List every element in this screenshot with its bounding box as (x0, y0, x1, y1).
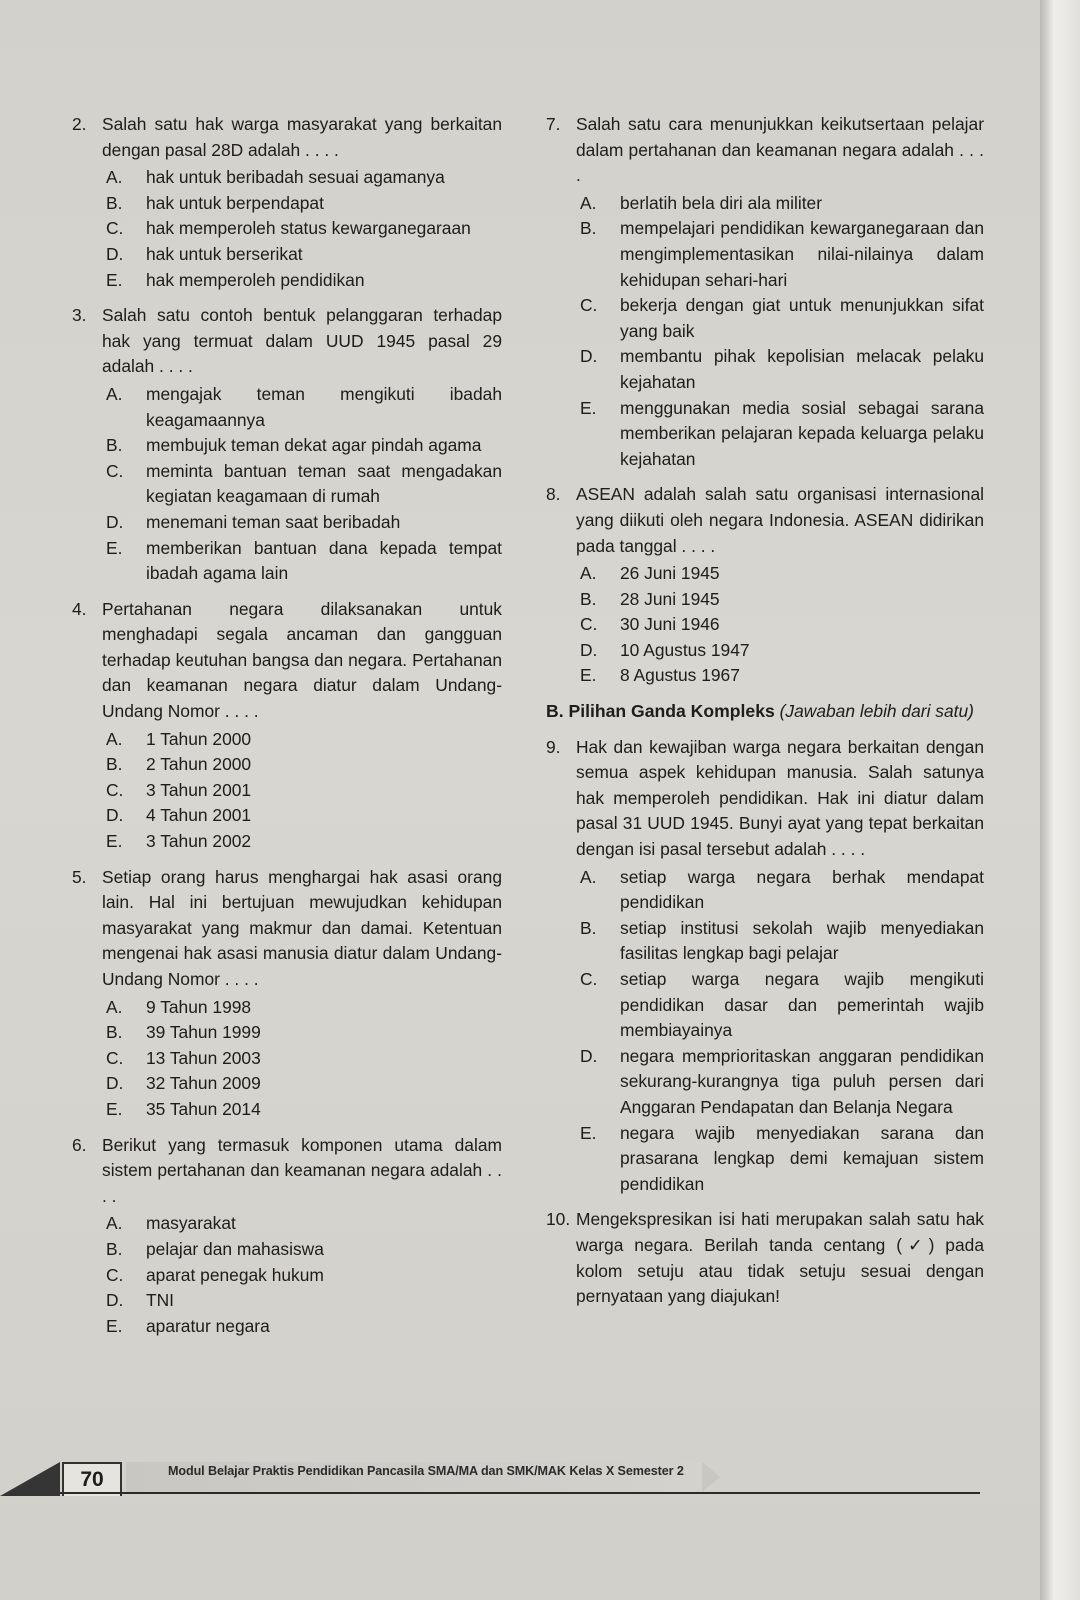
option-label: A. (580, 192, 597, 213)
question-stem: Hak dan kewajiban warga negara berkaitan dengan semua aspek kehidupan manusia. Salah satunya hak memperoleh pendidikan. Hak ini diatur dalam pasal 31 UUD 1945. Bunyi ayat yang tepat berkaitan dengan isi pasal tersebut adalah . . . . (576, 736, 984, 860)
option-text: berlatih bela diri ala militer (620, 192, 823, 213)
option-label: E. (580, 665, 597, 686)
option (102, 778, 502, 804)
option (102, 829, 502, 855)
option-label: E. (106, 1315, 123, 1336)
question-stem: Berikut yang termasuk komponen utama dalam sistem pertahanan dan keamanan negara adalah . . . . (102, 1134, 502, 1206)
option (576, 916, 984, 967)
option-label: D. (106, 511, 124, 532)
option-label: C. (580, 969, 598, 989)
option-label: B. (106, 435, 123, 456)
page-footer (0, 1458, 1000, 1502)
left-column (72, 112, 502, 1349)
question-3 (72, 303, 502, 587)
question-number: 4. (72, 598, 87, 619)
option (576, 1044, 984, 1121)
footer-decoration (0, 1462, 60, 1496)
option-text: setiap institusi sekolah wajib menyediakan fasilitas lengkap bagi pelajar (620, 917, 984, 964)
option-text: masyarakat (146, 1213, 236, 1234)
option-text: 30 Juni 1946 (620, 614, 720, 635)
option-label: B. (580, 218, 597, 239)
option (576, 1121, 984, 1198)
option (102, 995, 502, 1021)
option-text: TNI (146, 1290, 175, 1311)
option-text: aparat penegak hukum (146, 1264, 324, 1285)
option (102, 1263, 502, 1289)
option (102, 727, 502, 753)
question-7 (546, 112, 984, 472)
option-text: 35 Tahun 2014 (146, 1098, 261, 1119)
option-label: A. (106, 383, 123, 404)
option-label: B. (106, 1022, 123, 1043)
option (576, 344, 984, 395)
option (102, 1071, 502, 1097)
right-column (546, 112, 984, 1320)
option (102, 268, 502, 294)
option-text: negara memprioritaskan anggaran pendidikan sekurang-kurangnya tiga puluh persen dari Anggaran Pendapatan dan Belanja Negara (620, 1045, 984, 1117)
question-stem: Salah satu cara menunjukkan keikutsertaan pelajar dalam pertahanan dan keamanan negara adalah . . . . (576, 114, 984, 186)
option-label: E. (580, 1122, 597, 1143)
option (102, 536, 502, 587)
option-label: E. (106, 1098, 123, 1119)
option (576, 612, 984, 638)
option (102, 1020, 502, 1046)
option-text: menggunakan media sosial sebagai sarana memberikan pelajaran kepada keluarga pelaku kejahatan (620, 397, 984, 469)
question-stem: Salah satu contoh bentuk pelanggaran terhadap hak yang termuat dalam UUD 1945 pasal 29 adalah . . . . (102, 305, 502, 377)
option (102, 382, 502, 433)
option (102, 433, 502, 459)
option (102, 1288, 502, 1314)
option-label: D. (106, 805, 124, 826)
option-label: A. (580, 866, 597, 887)
option (576, 293, 984, 344)
question-number: 6. (72, 1134, 87, 1155)
option-text: 4 Tahun 2001 (146, 805, 252, 826)
option-text: 3 Tahun 2001 (146, 779, 252, 800)
option-text: memberikan bantuan dana kepada tempat ibadah agama lain (146, 537, 502, 584)
option (576, 216, 984, 293)
option-text: 9 Tahun 1998 (146, 996, 252, 1017)
option-text: bekerja dengan giat untuk menunjukkan sifat yang baik (620, 295, 984, 341)
option-label: B. (580, 588, 597, 609)
option-text: 32 Tahun 2009 (146, 1073, 261, 1094)
question-stem: Pertahanan negara dilaksanakan untuk menghadapi segala ancaman dan gangguan terhadap keutuhan bangsa dan negara. Pertahanan dan keamanan negara diatur dalam Undang-Undang Nomor . . . . (102, 598, 502, 722)
option-label: D. (580, 1045, 598, 1066)
option-text: setiap warga negara wajib mengikuti pendidikan dasar dan pemerintah wajib membiayainya (620, 969, 984, 1041)
option (102, 1314, 502, 1340)
option-label: E. (580, 397, 597, 418)
option-label: D. (580, 639, 598, 660)
option (102, 752, 502, 778)
option-text: membujuk teman dekat agar pindah agama (146, 435, 482, 456)
option-text: meminta bantuan teman saat mengadakan kegiatan keagamaan di rumah (146, 460, 502, 507)
option-text: 2 Tahun 2000 (146, 754, 252, 775)
footer-title: Modul Belajar Praktis Pendidikan Pancasila SMA/MA dan SMK/MAK Kelas X Semester 2 (168, 1464, 684, 1478)
option (576, 638, 984, 664)
option (576, 865, 984, 916)
option-text: 13 Tahun 2003 (146, 1047, 261, 1068)
question-stem: Salah satu hak warga masyarakat yang berkaitan dengan pasal 28D adalah . . . . (102, 114, 502, 160)
option-text: 3 Tahun 2002 (146, 831, 252, 852)
option-text: menemani teman saat beribadah (146, 511, 401, 532)
question-number: 2. (72, 114, 87, 134)
option-label: C. (106, 1047, 124, 1068)
question-stem: Mengekspresikan isi hati merupakan salah satu hak warga negara. Berilah tanda centang (✓) pada kolom setuju atau tidak setuju sesuai dengan pernyataan yang diajukan! (576, 1209, 984, 1307)
option-label: C. (106, 218, 124, 239)
question-6 (72, 1133, 502, 1340)
option-text: 28 Juni 1945 (620, 588, 720, 609)
option-label: B. (106, 1238, 123, 1259)
option-label: D. (106, 1073, 124, 1094)
option-text: setiap warga negara berhak mendapat pendidikan (620, 866, 984, 913)
option-label: A. (106, 1213, 123, 1234)
option-label: C. (106, 460, 124, 481)
option (102, 1211, 502, 1237)
question-number: 7. (546, 114, 561, 134)
option-label: C. (106, 779, 124, 800)
option (102, 1097, 502, 1123)
option-label: D. (580, 346, 598, 367)
option-text: pelajar dan mahasiswa (146, 1238, 324, 1259)
option (576, 587, 984, 613)
option-label: A. (106, 996, 123, 1017)
option (576, 396, 984, 473)
option-label: B. (106, 754, 123, 775)
page-edge (1040, 0, 1080, 1600)
option-label: A. (106, 728, 123, 749)
question-stem: ASEAN adalah salah satu organisasi internasional yang diikuti oleh negara Indonesia. ASEAN didirikan pada tanggal . . . . (576, 484, 984, 556)
option (102, 216, 502, 242)
option-label: C. (580, 614, 598, 635)
option-label: B. (106, 192, 123, 213)
option (102, 1237, 502, 1263)
option (102, 803, 502, 829)
option-label: A. (580, 563, 597, 584)
question-10 (546, 1207, 984, 1309)
section-note: (Jawaban lebih dari satu) (779, 701, 974, 722)
question-8 (546, 482, 984, 689)
footer-rule (60, 1492, 980, 1494)
option-text: membantu pihak kepolisian melacak pelaku kejahatan (620, 346, 984, 392)
option (102, 459, 502, 510)
question-5 (72, 865, 502, 1123)
question-4 (72, 597, 502, 855)
question-9 (546, 735, 984, 1198)
option-text: hak memperoleh pendidikan (146, 269, 365, 290)
option (576, 191, 984, 217)
option-label: C. (580, 295, 598, 316)
option-label: A. (106, 167, 123, 188)
option-text: negara wajib menyediakan sarana dan prasarana lengkap demi kemajuan sistem pendidikan (620, 1122, 984, 1194)
option (576, 663, 984, 689)
question-number: 8. (546, 484, 561, 505)
question-number: 10. (546, 1209, 571, 1230)
option-text: 39 Tahun 1999 (146, 1022, 261, 1043)
option (102, 191, 502, 217)
option-text: 10 Agustus 1947 (620, 639, 750, 660)
option-text: aparatur negara (146, 1315, 270, 1336)
option (576, 561, 984, 587)
option-text: hak memperoleh status kewarganegaraan (146, 218, 471, 239)
option-text: hak untuk beribadah sesuai agamanya (146, 167, 445, 188)
option (102, 242, 502, 268)
option-text: 26 Juni 1945 (620, 563, 720, 584)
question-stem: Setiap orang harus menghargai hak asasi orang lain. Hal ini bertujuan mewujudkan kehidupan masyarakat yang makmur dan damai. Ketentuan mengenai hak asasi manusia diatur dalam Undang-Undang Nomor . . . . (102, 866, 502, 989)
option-label: E. (106, 537, 123, 558)
option-text: hak untuk berpendapat (146, 192, 324, 213)
section-heading (546, 699, 984, 725)
option (102, 165, 502, 191)
option (102, 1046, 502, 1072)
question-number: 5. (72, 866, 87, 887)
option-text: 8 Agustus 1967 (620, 665, 740, 686)
page-number: 70 (62, 1462, 122, 1496)
option (102, 510, 502, 536)
option-label: D. (106, 1290, 124, 1311)
question-number: 9. (546, 736, 561, 757)
option-text: 1 Tahun 2000 (146, 728, 252, 749)
option-label: D. (106, 243, 124, 264)
section-title: B. Pilihan Ganda Kompleks (546, 701, 775, 722)
option-text: hak untuk berserikat (146, 243, 303, 264)
question-number: 3. (72, 305, 87, 326)
option-text: mempelajari pendidikan kewarganegaraan dan mengimplementasikan nilai-nilainya dalam kehidupan sehari-hari (620, 218, 984, 290)
option-label: C. (106, 1264, 124, 1285)
question-2 (72, 112, 502, 293)
option-text: mengajak teman mengikuti ibadah keagamaannya (146, 383, 502, 430)
option-label: B. (580, 917, 597, 938)
option-label: E. (106, 269, 123, 290)
option (576, 967, 984, 1044)
option-label: E. (106, 831, 123, 852)
footer-banner-tip (702, 1462, 720, 1492)
